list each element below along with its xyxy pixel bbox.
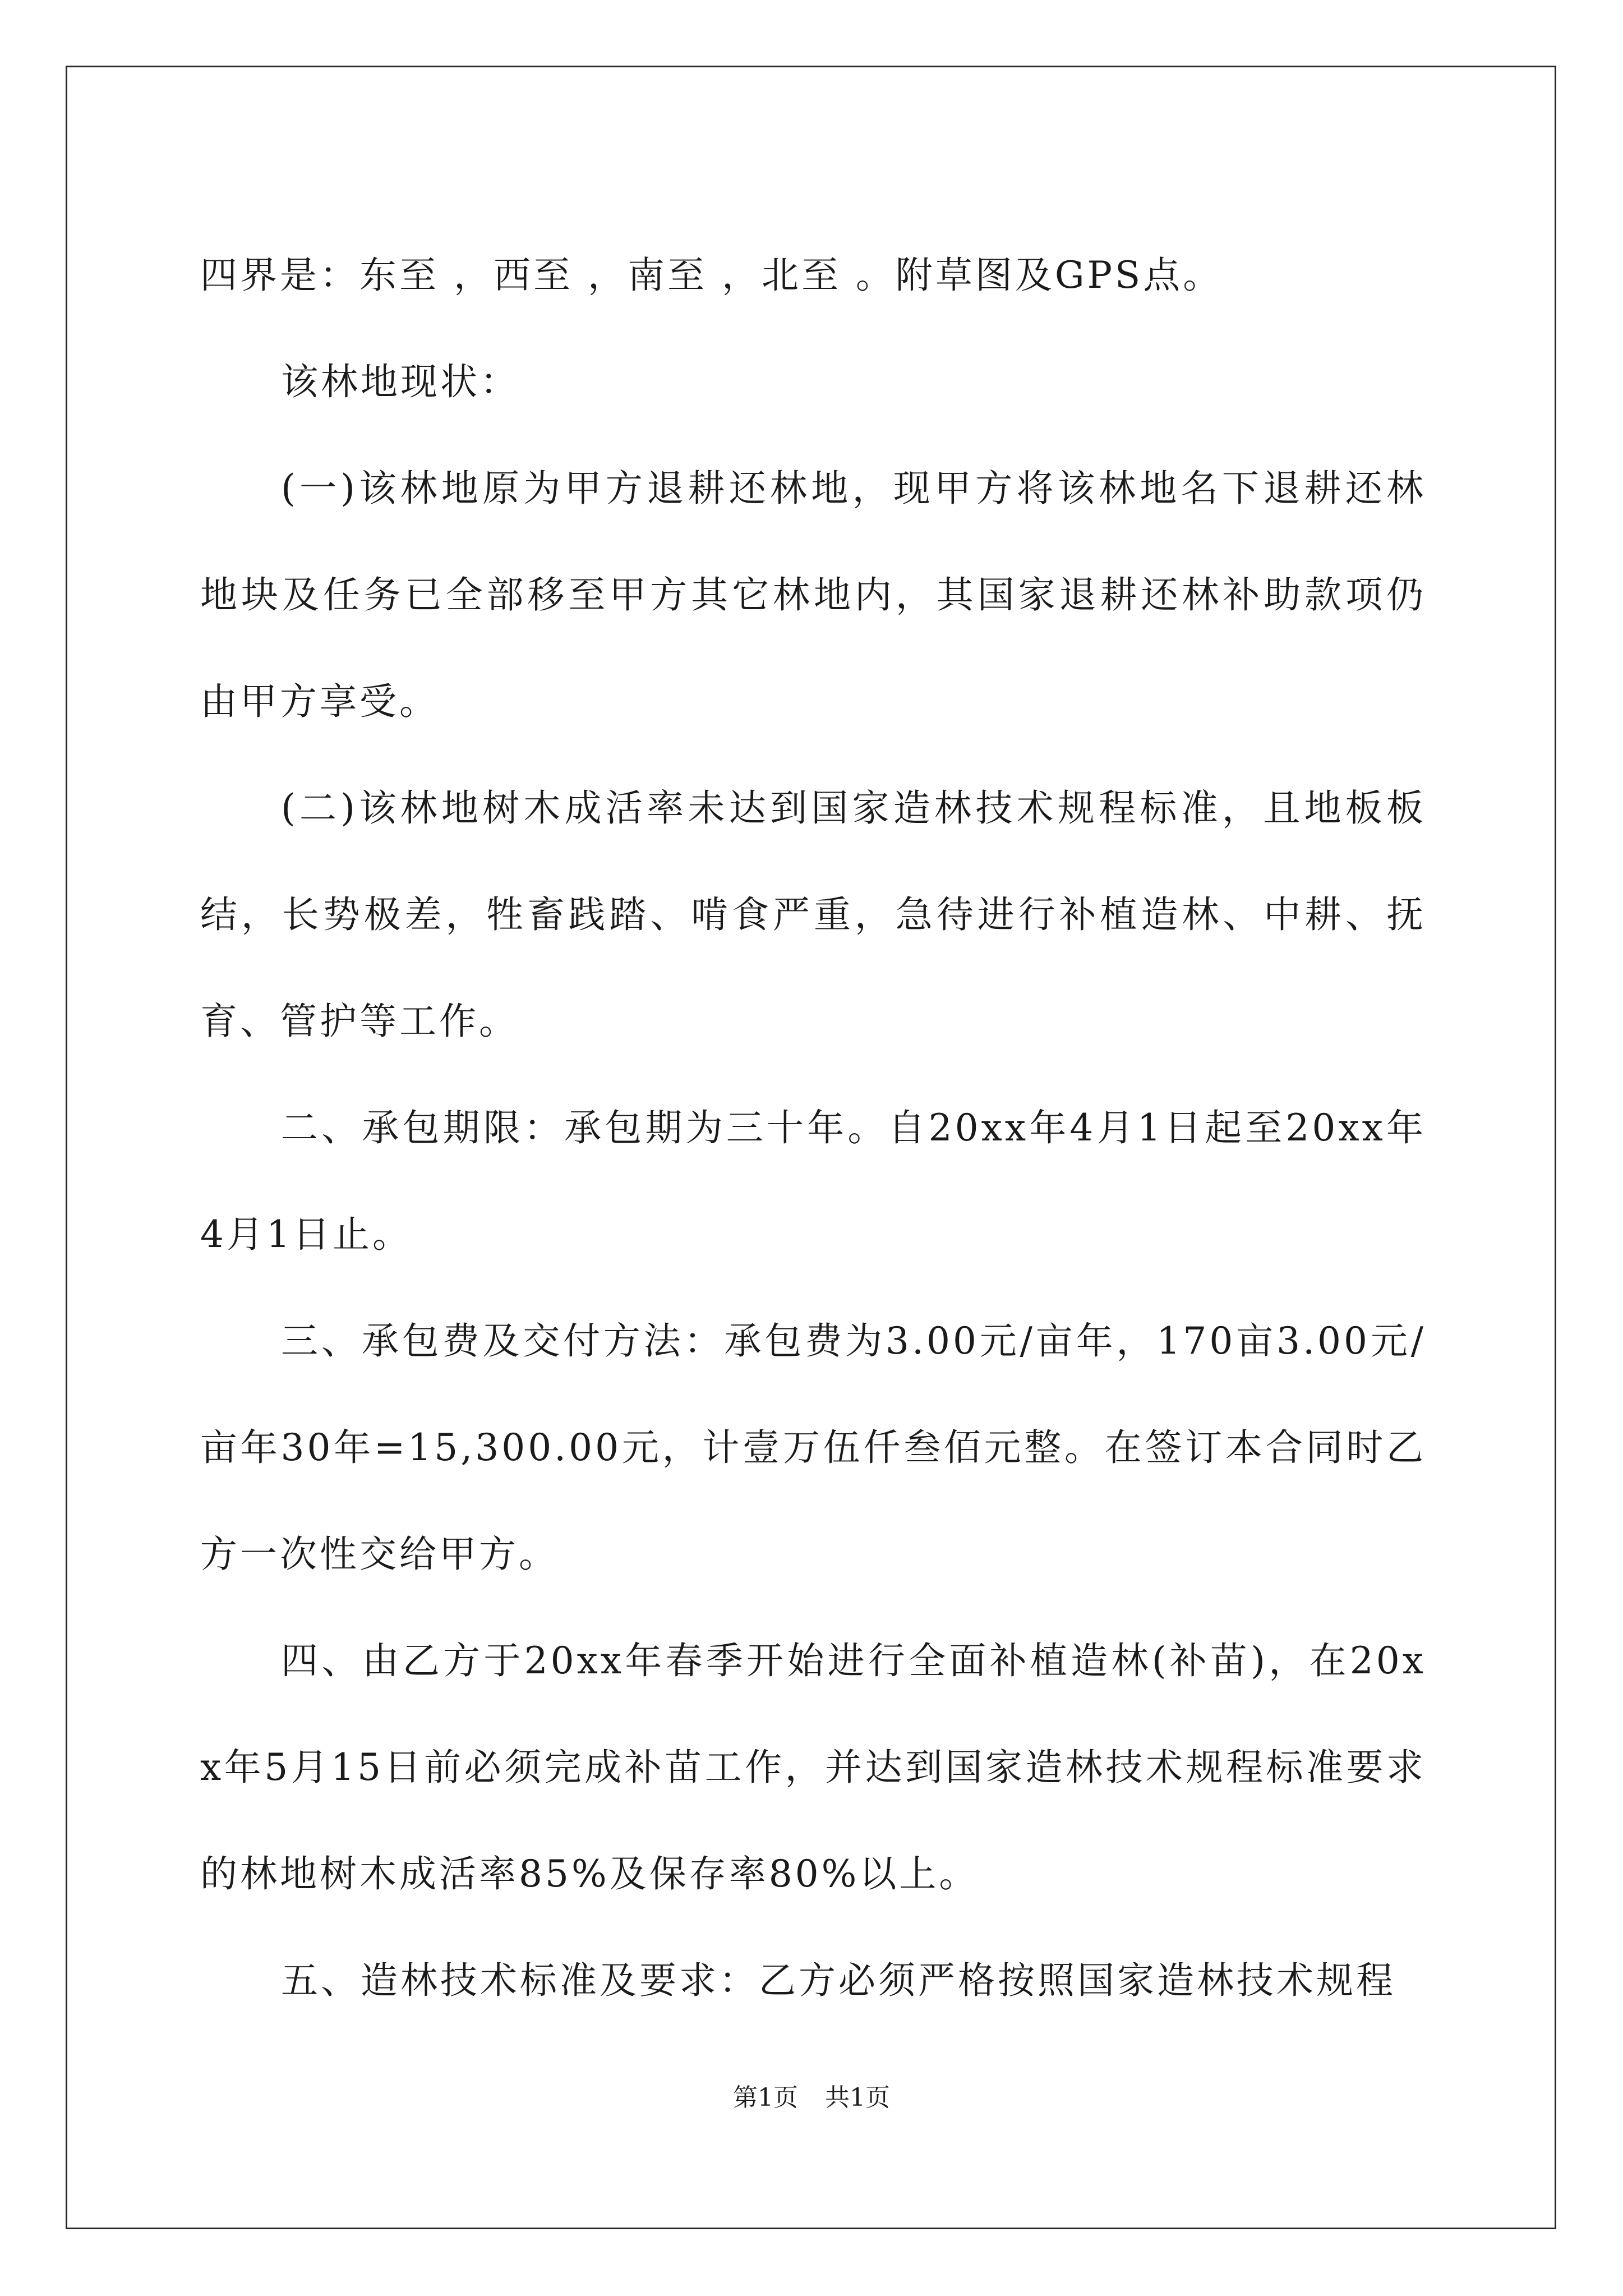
paragraph-replanting: 四、由乙方于20xx年春季开始进行全面补植造林(补苗)，在20xx年5月15日前必须完成补苗工作，并达到国家造林技术规程标准要求的林地树木成活率85%及保存率80%以上。 bbox=[200, 1639, 1426, 1895]
paragraph-technical-standards: 五、造林技术标准及要求：乙方必须严格按照国家造林技术规程 bbox=[281, 1959, 1396, 2002]
paragraph-status-item-1: (一)该林地原为甲方退耕还林地，现甲方将该林地名下退耕还林地块及任务已全部移至甲方其它林地内，其国家退耕还林补助款项仍由甲方享受。 bbox=[200, 467, 1426, 723]
page-total: 共1页 bbox=[825, 2083, 890, 2112]
document-body bbox=[200, 222, 1426, 2034]
paragraph-boundaries: 四界是：东至 ，西至 ，南至 ，北至 。附草图及GPS点。 bbox=[200, 254, 1223, 297]
paragraph-contract-term: 二、承包期限：承包期为三十年。自20xx年4月1日起至20xx年4月1日止。 bbox=[200, 1106, 1426, 1256]
paragraph-contract-fee: 三、承包费及交付方法：承包费为3.00元/亩年，170亩3.00元/亩年30年=15,300.00元，计壹万伍仟叁佰元整。在签订本合同时乙方一次性交给甲方。 bbox=[200, 1319, 1426, 1576]
page-number: 第1页 bbox=[733, 2083, 798, 2112]
page-footer bbox=[0, 2082, 1623, 2114]
paragraph-forest-status-heading: 该林地现状： bbox=[281, 360, 520, 403]
paragraph-status-item-2: (二)该林地树木成活率未达到国家造林技术规程标准，且地板板结，长势极差，牲畜践踏、啃食严重，急待进行补植造林、中耕、抚育、管护等工作。 bbox=[200, 786, 1426, 1043]
